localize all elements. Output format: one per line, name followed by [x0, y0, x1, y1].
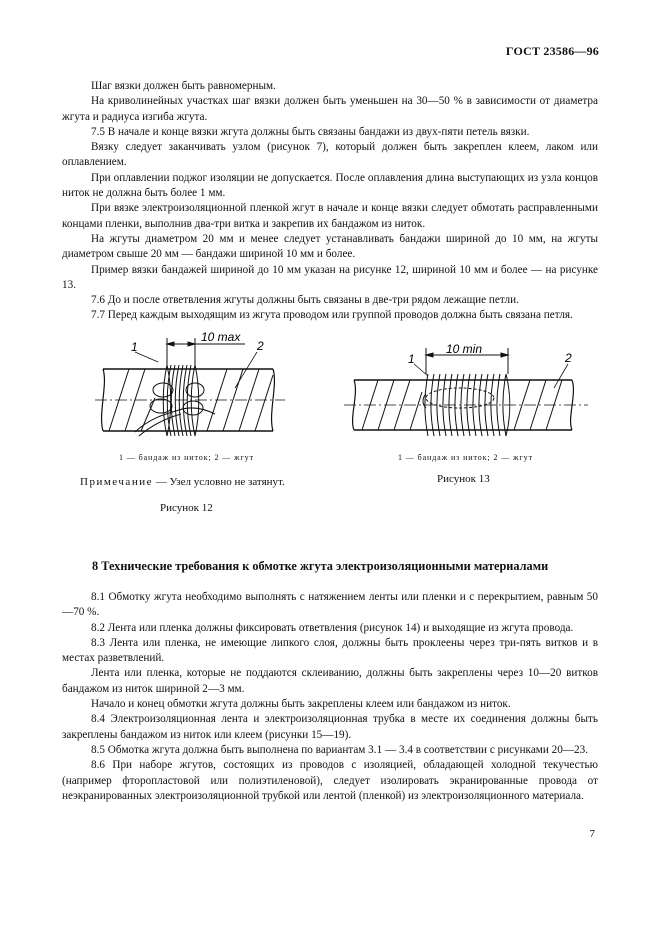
- paragraph: Лента или пленка, которые не поддаются склеиванию, должны быть закреплены через 10—20 витков бандажом из ниток шириной 2—3 мм.: [62, 667, 598, 695]
- figure-12-title: Рисунок 12: [160, 502, 213, 514]
- paragraph: Пример вязки бандажей шириной до 10 мм указан на рисунке 12, шириной 10 мм и более — на рисунке 13.: [62, 263, 598, 291]
- figure-13-dimension: 10 min: [446, 342, 483, 356]
- figure-12-legend: 1 — бандаж из ниток; 2 — жгут: [119, 453, 254, 462]
- note-prefix: Примечание: [80, 476, 153, 488]
- paragraph: 8.5 Обмотка жгута должна быть выполнена по вариантам 3.1 — 3.4 в соответствии с рисунками 20—23.: [91, 743, 589, 756]
- paragraph: Вязку следует заканчивать узлом (рисунок 7), который должен быть закреплен клеем, лаком или оплавлением.: [62, 141, 598, 169]
- paragraph: 7.5 В начале и конце вязки жгута должны быть связаны бандажи из двух-пяти петель вязки.: [91, 125, 530, 138]
- section-8-text: [62, 590, 598, 804]
- figure-12-label-2: 2: [257, 339, 264, 353]
- figure-13-legend: 1 — бандаж из ниток; 2 — жгут: [398, 453, 533, 462]
- paragraph: На криволинейных участках шаг вязки должен быть уменьшен на 30—50 % в зависимости от диаметра жгута и радиуса изгиба жгута.: [62, 95, 598, 123]
- paragraph: Начало и конец обмотки жгута должны быть закреплены клеем или бандажом из ниток.: [91, 698, 511, 711]
- paragraph: При оплавлении поджог изоляции не допускается. После оплавления длина выступающих из узла концов ниток не должна быть более 1 мм.: [62, 171, 598, 200]
- paragraph: 7.7 Перед каждым выходящим из жгута проводом или группой проводов должна быть связана петля.: [91, 309, 573, 322]
- figure-12-drawing: [95, 328, 290, 446]
- paragraph: При вязке электроизоляционной пленкой жгут в начале и конце вязки следует обмотать расправленными концами пленки, выполнив два-три витка и закрепив их бандажом из ниток.: [62, 202, 598, 230]
- figure-12-dimension: 10 max: [201, 330, 241, 344]
- paragraph: 7.6 До и после ответвления жгуты должны быть связаны в две-три рядом лежащие петли.: [91, 294, 519, 307]
- paragraph: На жгуты диаметром 20 мм и менее следует устанавливать бандажи шириной до 10 мм, на жгуты диаметром свыше 20 мм — бандажи шириной 10 мм и более.: [62, 232, 598, 261]
- figure-13-label-1: 1: [408, 352, 415, 366]
- figure-13-drawing: [342, 342, 592, 446]
- paragraph: 8.2 Лента или пленка должны фиксировать ответвления (рисунок 14) и выходящие из жгута провода.: [91, 621, 574, 634]
- note-text: — Узел условно не затянут.: [152, 476, 285, 488]
- paragraph: 8.6 При наборе жгутов, состоящих из проводов с изоляцией, обладающей холодной текучестью (например фторопластовой или полиэтиленовой), следует изолировать экранированные провода от неэкранированных электроизоляционной трубкой или лентой (пленкой) из электроизоляционного материала.: [62, 759, 598, 802]
- figure-13-title: Рисунок 13: [437, 473, 490, 485]
- page-number: 7: [589, 828, 595, 840]
- paragraph: 8.1 Обмотку жгута необходимо выполнять с натяжением ленты или пленки и с перекрытием, равным 50—70 %.: [62, 591, 598, 619]
- figure-13-label-2: 2: [565, 351, 572, 365]
- section-heading: 8 Технические требования к обмотке жгута электроизоляционными материалами: [92, 559, 549, 573]
- paragraph: Шаг вязки должен быть равномерным.: [91, 80, 276, 92]
- document-code: ГОСТ 23586—96: [505, 44, 599, 58]
- paragraph: 8.3 Лента или пленка, не имеющие липкого слоя, должны быть проклеены через три-пять витков и в местах разветвлений.: [62, 636, 598, 665]
- figure-12-note: [80, 476, 285, 488]
- figure-12-label-1: 1: [131, 340, 138, 354]
- section-7-text: [62, 79, 598, 324]
- paragraph: 8.4 Электроизоляционная лента и электроизоляционная трубка в месте их соединения должны быть закреплены бандажом из ниток или клеем (рисунки 15—19).: [62, 713, 598, 741]
